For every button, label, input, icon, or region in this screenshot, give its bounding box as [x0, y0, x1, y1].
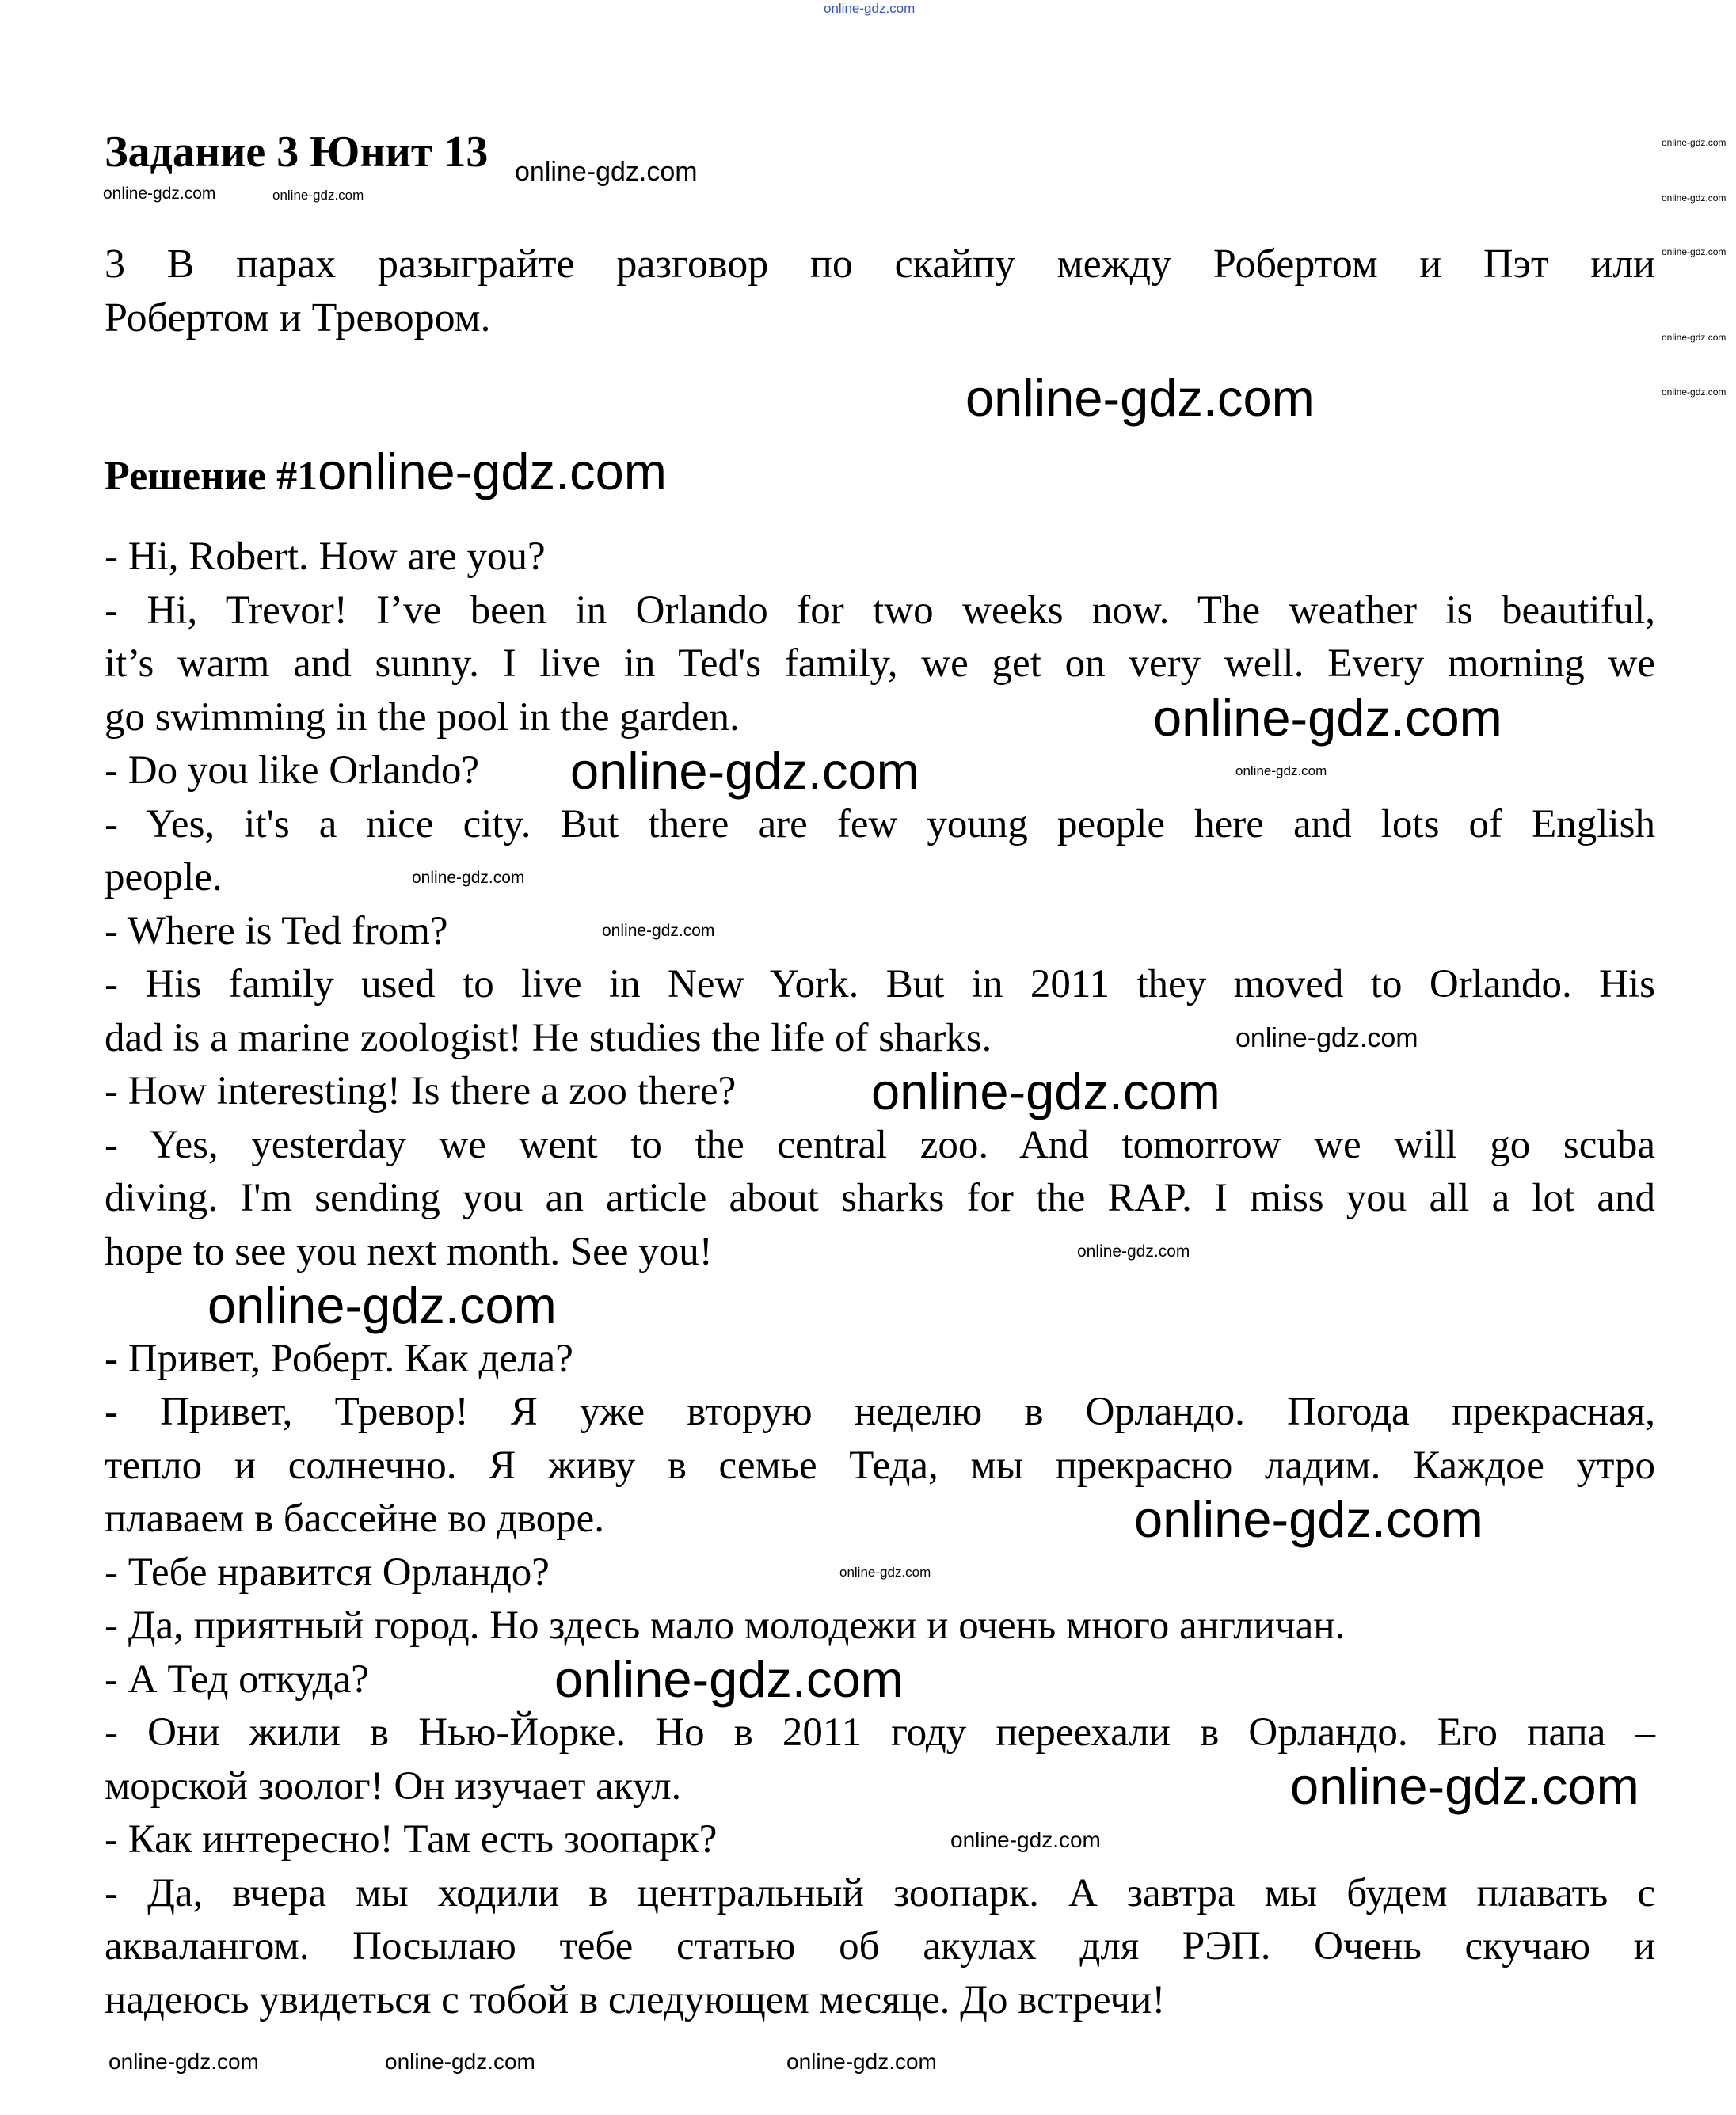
text-line: - Yes, it's a nice city. But there are few young people here and lots of English	[105, 801, 1655, 846]
task-line: 3 В парах разыграйте разговор по скайпу между Робертом и Пэт или	[105, 242, 1655, 287]
text-line: морской зоолог! Он изучает акул.	[105, 1763, 682, 1809]
watermark: online-gdz.com	[1134, 1490, 1483, 1548]
watermark: online-gdz.com	[965, 369, 1315, 427]
text-line: - А Тед откуда?	[105, 1657, 369, 1702]
text-line: - Where is Ted from?	[105, 908, 448, 953]
dialogue-line	[105, 1333, 1655, 1387]
watermark: online-gdz.com	[1662, 137, 1726, 148]
watermark: online-gdz.com	[1235, 1023, 1418, 1053]
dialogue-line	[105, 958, 1655, 1065]
watermark: online-gdz.com	[385, 2049, 535, 2074]
text-line: - Да, вчера мы ходили в центральный зоопарк. А завтра мы будем плавать с	[105, 1870, 1655, 1915]
dialogue-line	[105, 531, 1655, 584]
text-line: - Тебе нравится Орландо?	[105, 1550, 550, 1595]
text-line: diving. I'm sending you an article about sharks for the RAP. I miss you all a lot and	[105, 1176, 1655, 1220]
watermark: online-gdz.com	[602, 922, 715, 940]
watermark: online-gdz.com	[1662, 246, 1726, 257]
watermark: online-gdz.com	[103, 184, 216, 203]
text-line: - Они жили в Нью-Йорке. Но в 2011 году переехали в Орландо. Его папа –	[105, 1710, 1655, 1755]
text-line: - Да, приятный город. Но здесь мало молодежи и очень много англичан.	[105, 1603, 1346, 1648]
solution-heading	[105, 442, 667, 501]
watermark: online-gdz.com	[1662, 332, 1726, 343]
watermark: online-gdz.com	[554, 1650, 904, 1708]
text-line: - His family used to live in New York. But in 2011 they moved to Orlando. His	[105, 962, 1655, 1006]
dialogue-line	[105, 905, 1655, 959]
text-line: тепло и солнечно. Я живу в семье Теда, мы прекрасно ладим. Каждое утро	[105, 1443, 1655, 1488]
dialogue-line	[105, 798, 1655, 905]
watermark: online-gdz.com	[1077, 1242, 1190, 1261]
watermark: online-gdz.com	[570, 742, 919, 800]
page-title: Задание 3 Юнит 13	[105, 127, 489, 177]
watermark: online-gdz.com	[207, 1276, 557, 1334]
watermark: online-gdz.com	[1153, 689, 1502, 747]
watermark: online-gdz.com	[515, 157, 698, 187]
text-line: - Как интересно! Там есть зоопарк?	[105, 1817, 718, 1862]
watermark: online-gdz.com	[1662, 386, 1726, 398]
text-line: go swimming in the pool in the garden.	[105, 694, 740, 740]
task-line: Робертом и Тревором.	[105, 295, 491, 340]
watermark: online-gdz.com	[839, 1565, 931, 1580]
watermark: online-gdz.com	[950, 1828, 1101, 1852]
dialogue-line	[105, 1867, 1655, 2028]
watermark: online-gdz.com	[871, 1063, 1220, 1120]
text-line: it’s warm and sunny. I live in Ted's family, we get on very well. Every morning we	[105, 641, 1655, 686]
dialogue-line	[105, 1600, 1655, 1653]
text-line: - How interesting! Is there a zoo there?	[105, 1069, 737, 1113]
text-line: - Hi, Robert. How are you?	[105, 534, 546, 579]
watermark: online-gdz.com	[1662, 192, 1726, 204]
text-line: плаваем в бассейне во дворе.	[105, 1497, 605, 1541]
watermark: online-gdz.com	[1235, 763, 1327, 778]
watermark: online-gdz.com	[786, 2049, 937, 2074]
watermark: online-gdz.com	[108, 2049, 259, 2074]
watermark: online-gdz.com	[412, 869, 525, 887]
text-line: people.	[105, 855, 223, 900]
text-line: - Do you like Orlando?	[105, 748, 480, 793]
dialogue-line	[105, 1813, 1655, 1867]
watermark: online-gdz.com	[318, 443, 667, 500]
text-line: аквалангом. Посылаю тебе статью об акулах для РЭП. Очень скучаю и	[105, 1924, 1655, 1969]
watermark: online-gdz.com	[272, 188, 364, 203]
text-line: - Привет, Роберт. Как дела?	[105, 1336, 573, 1381]
text-line: - Hi, Trevor! I’ve been in Orlando for two weeks now. The weather is beautiful,	[105, 588, 1655, 633]
text-line: hope to see you next month. See you!	[105, 1229, 713, 1274]
text-line: - Yes, yesterday we went to the central zoo. And tomorrow we will go scuba	[105, 1122, 1655, 1167]
text-line: - Привет, Тревор! Я уже вторую неделю в Орландо. Погода прекрасная,	[105, 1390, 1655, 1434]
dialogue-line	[105, 1119, 1655, 1280]
task-text	[105, 238, 1655, 344]
top-watermark: online-gdz.com	[824, 1, 916, 16]
text-line: надеюсь увидеться с тобой в следующем месяце. До встречи!	[105, 1977, 1166, 2022]
solution-heading-text: Решение #1	[105, 454, 318, 499]
text-line: dad is a marine zoologist! He studies the life of sharks.	[105, 1015, 992, 1060]
watermark: online-gdz.com	[1290, 1757, 1639, 1815]
